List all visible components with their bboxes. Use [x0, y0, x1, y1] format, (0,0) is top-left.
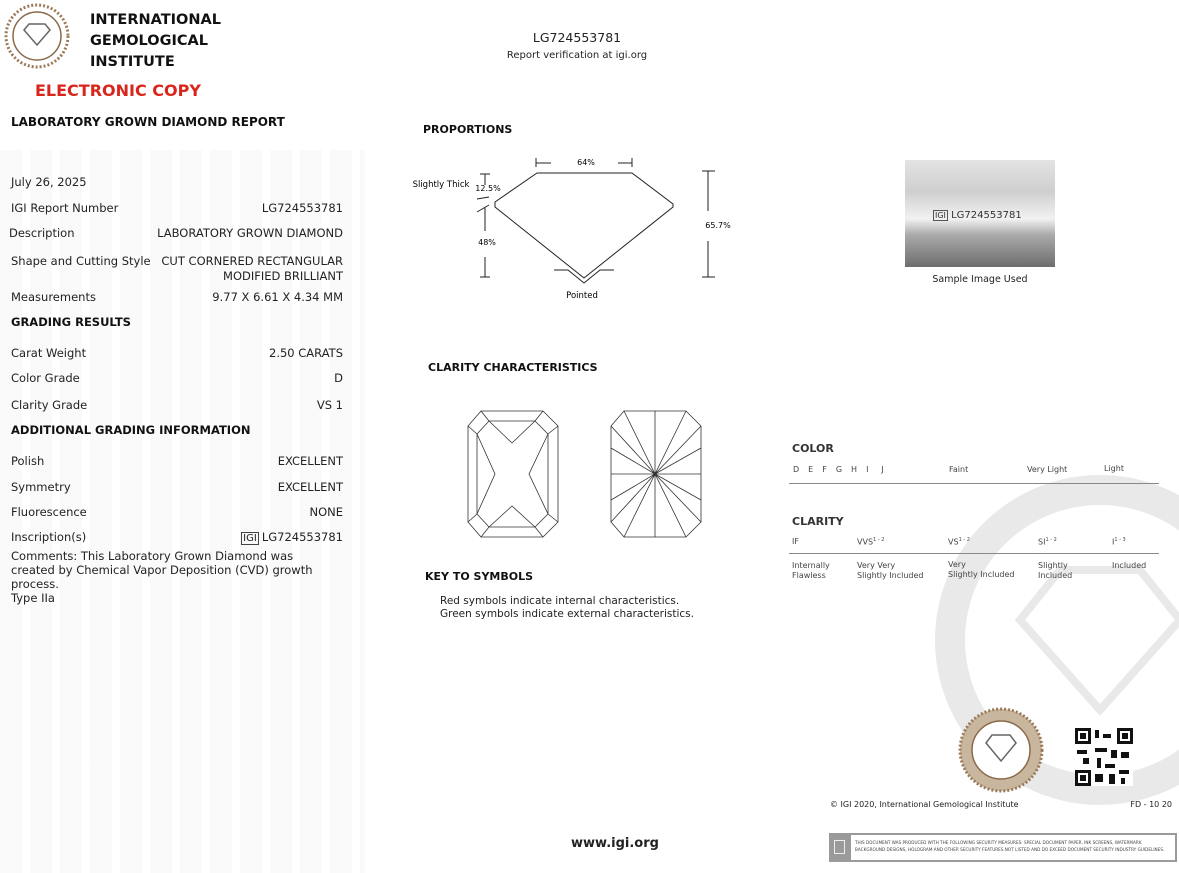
igi-logo: [4, 3, 70, 69]
clarity-desc-i: Included: [1112, 561, 1147, 570]
copyright-text: © IGI 2020, International Gemological Institute: [830, 800, 1019, 809]
clarity-desc-si: Slightly Included: [1038, 561, 1073, 580]
igi-seal: [958, 707, 1044, 793]
sample-image: [905, 160, 1055, 267]
table-percent: 64%: [577, 158, 595, 167]
comments-line: Comments: This Laboratory Grown Diamond was: [11, 549, 294, 563]
proportions-diagram: [405, 145, 735, 305]
clarity-grade-i: $I^{1 - 3}$: [1112, 537, 1126, 547]
comments-line: process.: [11, 577, 59, 591]
color-range-faint: Faint: [949, 465, 969, 474]
detail-label: Shape and Cutting Style: [11, 254, 151, 268]
key-red-text: Red symbols indicate internal characteristics.: [440, 595, 680, 607]
shape-value-2: MODIFIED BRILLIANT: [223, 269, 343, 283]
detail-label: Polish: [11, 454, 45, 468]
symmetry-value: EXCELLENT: [277, 480, 343, 494]
color-range-very-light: Very Light: [1027, 465, 1068, 474]
additional-heading: ADDITIONAL GRADING INFORMATION: [11, 423, 251, 437]
color-value: D: [334, 371, 343, 385]
inscription-text: LG724553781: [261, 530, 343, 544]
clarity-grade-vs: VS$^{1 - 2}$: [948, 537, 970, 547]
clarity-scale-heading: CLARITY: [792, 515, 844, 528]
polish-value: EXCELLENT: [277, 454, 343, 468]
color-scale-heading: COLOR: [792, 442, 834, 455]
color-grades: D E F G H I J: [793, 465, 884, 474]
girdle-label: Slightly Thick: [412, 180, 470, 190]
crown-percent: 12.5%: [475, 184, 501, 193]
clarity-scale-line: [789, 553, 1159, 554]
clarity-grade-vvs: VVS$^{1 - 2}$: [857, 537, 885, 547]
shape-value: CUT CORNERED RECTANGULAR: [161, 254, 343, 268]
website-link[interactable]: www.igi.org: [571, 836, 659, 851]
inscription-value: [241, 530, 343, 544]
detail-label: Description: [9, 226, 75, 240]
detail-label: Inscription(s): [11, 530, 87, 544]
detail-label: IGI Report Number: [11, 201, 119, 215]
electronic-copy-label: ELECTRONIC COPY: [35, 81, 201, 100]
detail-label: Clarity Grade: [11, 398, 88, 412]
key-green-text: Green symbols indicate external characteristics.: [440, 608, 694, 620]
detail-label: Color Grade: [11, 371, 80, 385]
description-value: LABORATORY GROWN DIAMOND: [157, 226, 343, 240]
verification-text: Report verification at igi.org: [506, 50, 648, 61]
fluorescence-value: NONE: [309, 505, 343, 519]
sample-caption: Sample Image Used: [932, 274, 1028, 285]
comments-line: Type IIa: [11, 591, 55, 605]
color-range-light: Light: [1104, 464, 1124, 473]
grading-results-heading: GRADING RESULTS: [11, 315, 131, 329]
carat-value: 2.50 CARATS: [269, 346, 343, 360]
form-number: FD - 10 20: [1130, 800, 1172, 809]
org-name-2: GEMOLOGICAL: [90, 33, 209, 49]
detail-label: Symmetry: [11, 480, 71, 494]
clarity-value: VS 1: [316, 398, 343, 412]
report-title: LABORATORY GROWN DIAMOND REPORT: [11, 115, 285, 129]
detail-label: Carat Weight: [11, 346, 87, 360]
clarity-desc-if: Internally Flawless: [792, 561, 830, 580]
qr-code[interactable]: [1075, 728, 1133, 786]
clarity-grade-si: SI$^{1 - 2}$: [1038, 537, 1057, 547]
security-text-2: BACKGROUND DESIGNS, HOLOGRAM AND OTHER SECURITY FEATURES NOT LISTED AND DO EXCEED DOCUMENT SECURITY INDUSTRY GUIDELINES.: [855, 847, 1165, 852]
comments-line: created by Chemical Vapor Deposition (CVD) growth: [11, 563, 313, 577]
clarity-grade-if: IF: [792, 537, 799, 546]
sample-inscription: LG724553781: [951, 210, 1022, 221]
igi-mini-logo-icon: IGI: [935, 211, 946, 220]
measurements-value: 9.77 X 6.61 X 4.34 MM: [212, 290, 343, 304]
proportions-heading: PROPORTIONS: [423, 123, 513, 136]
security-notice-box: [829, 833, 1177, 862]
color-scale-line: [789, 483, 1159, 484]
key-to-symbols-heading: KEY TO SYMBOLS: [425, 570, 534, 583]
igi-mini-logo-icon: IGI: [243, 533, 257, 544]
org-name-1: INTERNATIONAL: [90, 12, 221, 28]
culet-label: Pointed: [566, 291, 598, 301]
org-name-3: INSTITUTE: [90, 54, 175, 70]
clarity-desc-vs: Very Slightly Included: [948, 560, 1015, 579]
detail-label: Fluorescence: [11, 505, 87, 519]
pavilion-percent: 48%: [478, 238, 496, 247]
security-text-1: THIS DOCUMENT WAS PRODUCED WITH THE FOLLOWING SECURITY MEASURES: SPECIAL DOCUMENT PAPER, INK SCREENS, WATERMARK: [855, 840, 1142, 845]
clarity-desc-vvs: Very Very Slightly Included: [857, 561, 924, 580]
report-number-value: LG724553781: [261, 201, 343, 215]
document-lock-icon: [834, 840, 845, 854]
detail-label: Measurements: [11, 290, 96, 304]
clarity-characteristics-heading: CLARITY CHARACTERISTICS: [428, 361, 598, 374]
report-date: July 26, 2025: [11, 175, 87, 189]
clarity-plot-diagram: [465, 408, 710, 542]
depth-percent: 65.7%: [705, 221, 731, 230]
report-number-header: LG724553781: [532, 30, 622, 45]
